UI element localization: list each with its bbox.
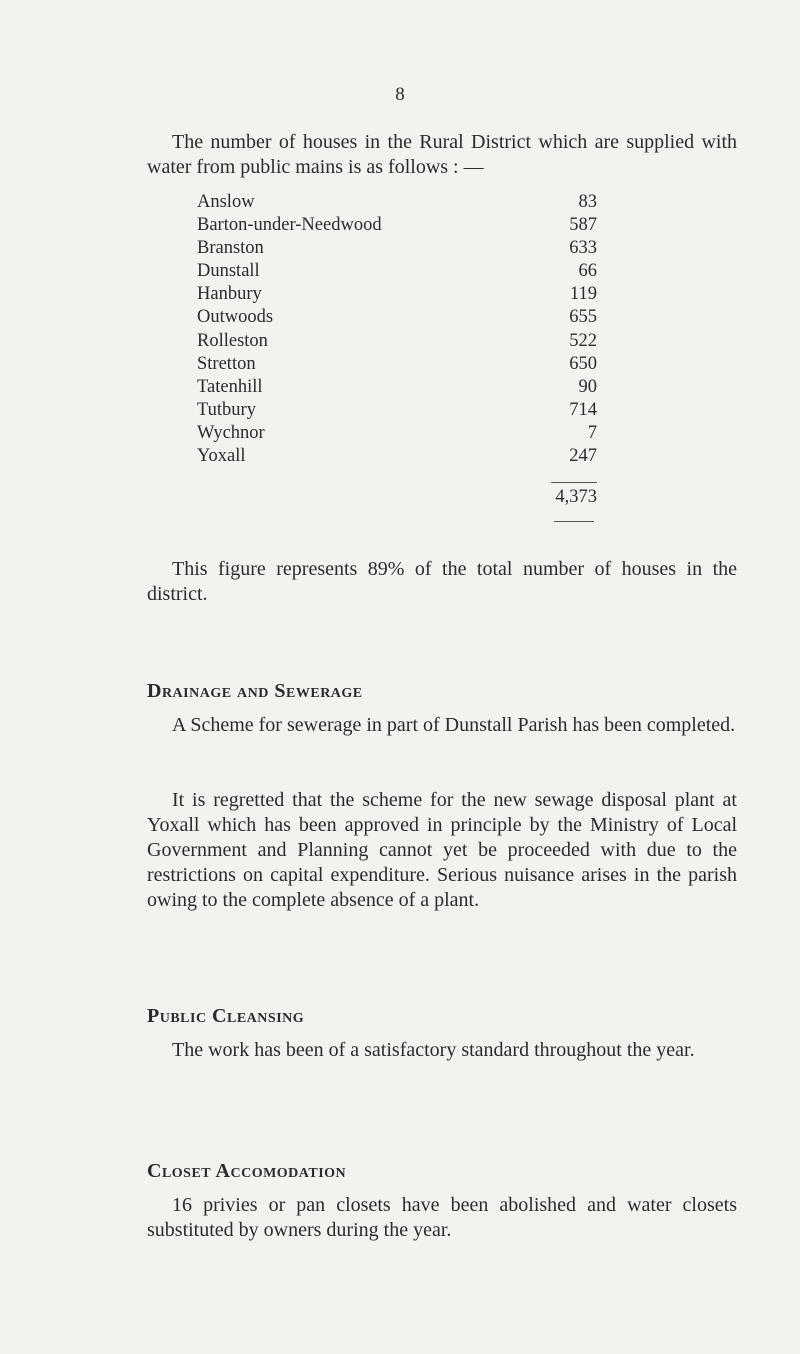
page-number: 8 <box>395 84 405 105</box>
section-heading-closet-accomodation: Closet Accomodation <box>147 1160 347 1182</box>
table-row <box>197 422 597 445</box>
section-heading-drainage: Drainage and Sewerage <box>147 680 363 702</box>
total-rule-bottom <box>554 521 594 522</box>
public-cleansing-paragraph: The work has been of a satisfactory standard throughout the year. <box>172 1039 695 1061</box>
house-count: 119 <box>569 284 597 305</box>
place-name: Barton-under-Needwood <box>197 215 382 236</box>
table-row <box>197 306 597 329</box>
summary-paragraph: This figure represents 89% of the total number of houses in the district. <box>147 558 737 605</box>
drainage-paragraph-1: A Scheme for sewerage in part of Dunstall Parish has been completed. <box>172 714 736 736</box>
house-count: 522 <box>569 330 597 351</box>
water-supply-table <box>197 191 597 507</box>
place-name: Yoxall <box>197 446 246 467</box>
place-name: Hanbury <box>197 284 262 305</box>
place-name: Branston <box>197 238 264 259</box>
closet-accomodation-paragraph: 16 privies or pan closets have been abolished and water closets substituted by owners during the year. <box>147 1194 737 1241</box>
table-row <box>197 399 597 422</box>
place-name: Anslow <box>197 192 255 212</box>
place-name: Tatenhill <box>197 376 263 397</box>
total-count: 4,373 <box>555 487 597 507</box>
table-row <box>197 353 597 376</box>
house-count: 247 <box>569 446 597 467</box>
place-name: Wychnor <box>197 422 265 443</box>
table-row <box>197 330 597 353</box>
house-count: 655 <box>569 307 597 328</box>
house-count: 7 <box>587 422 597 443</box>
table-row <box>197 376 597 399</box>
place-name: Tutbury <box>197 399 256 420</box>
drainage-paragraph-2: It is regretted that the scheme for the new sewage disposal plant at Yoxall which has been approved in principle by the Ministry of Local Government and Planning cannot yet be proceeded with due to the restrictions on capital expenditure. Serious nuisance arises in the parish owing to the complete absence of a plant. <box>147 789 737 911</box>
place-name: Stretton <box>197 353 256 374</box>
table-row <box>197 445 597 468</box>
table-row <box>197 260 597 283</box>
house-count: 66 <box>578 261 597 282</box>
house-count: 714 <box>569 399 597 420</box>
house-count: 90 <box>578 376 597 397</box>
section-heading-public-cleansing: Public Cleansing <box>147 1005 305 1027</box>
table-row <box>197 214 597 237</box>
house-count: 587 <box>569 215 597 236</box>
place-name: Rolleston <box>197 330 268 351</box>
house-count: 83 <box>578 192 597 212</box>
table-row <box>197 191 597 214</box>
house-count: 633 <box>569 238 597 259</box>
house-count: 650 <box>569 353 597 374</box>
intro-paragraph: The number of houses in the Rural District which are supplied with water from public mains is as follows : — <box>147 131 737 178</box>
total-rule-top <box>551 482 597 483</box>
place-name: Outwoods <box>197 307 274 328</box>
table-row <box>197 237 597 260</box>
place-name: Dunstall <box>197 261 260 282</box>
table-row <box>197 283 597 306</box>
